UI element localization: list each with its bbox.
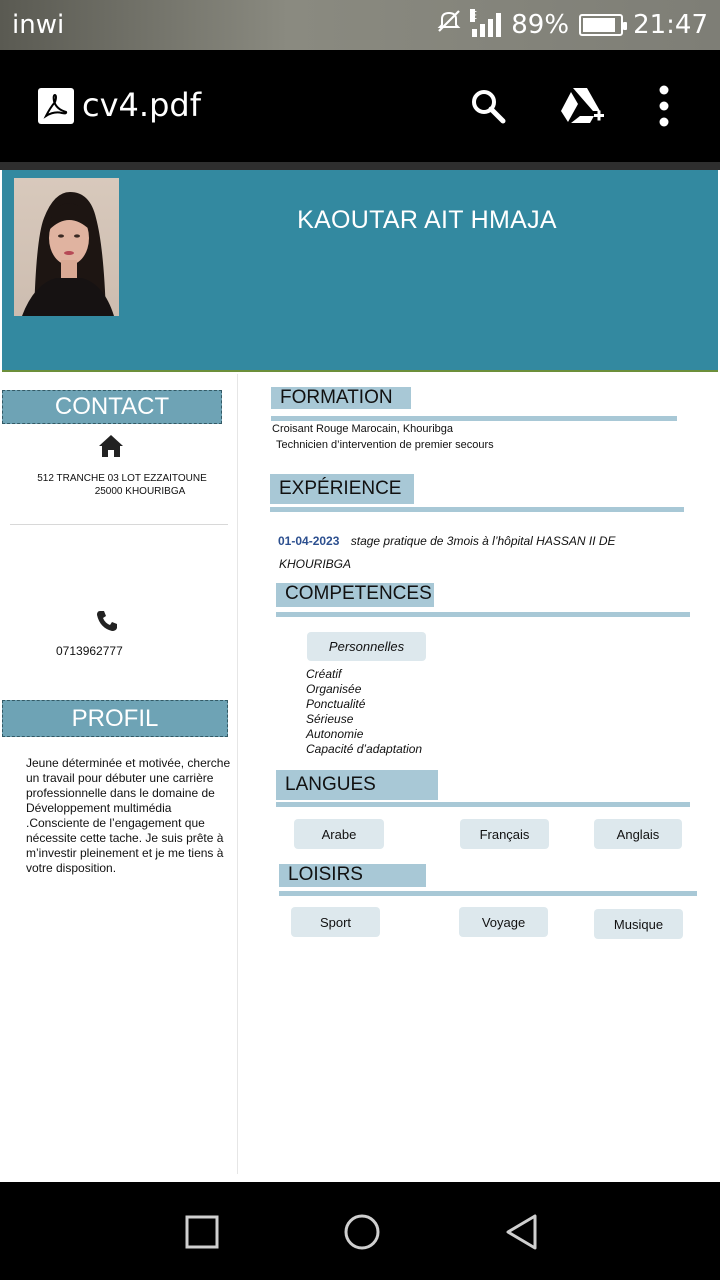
skill-item: Créatif <box>306 667 342 681</box>
phone-icon <box>96 610 118 637</box>
network-type: E <box>470 8 478 22</box>
experience-date: 01-04-2023 <box>278 534 340 548</box>
contact-heading: CONTACT <box>2 390 222 424</box>
address <box>22 472 222 498</box>
competences-category: Personnelles <box>307 632 426 661</box>
skill-item: Capacité d’adaptation <box>306 742 423 756</box>
langues-rule <box>276 802 690 807</box>
langue-pill: Arabe <box>294 819 384 849</box>
address-line-2: 25000 KHOURIBGA <box>94 486 186 497</box>
experience-rule <box>270 507 684 512</box>
left-column <box>2 374 238 1174</box>
document-title: cv4.pdf <box>82 86 201 124</box>
person-name: KAOUTAR AIT HMAJA <box>297 206 557 234</box>
skill-item: Sérieuse <box>306 712 354 726</box>
langue-pill: Anglais <box>594 819 682 849</box>
status-icons <box>436 8 708 41</box>
address-line-1: 512 TRANCHE 03 LOT EZZAITOUNE <box>37 473 207 484</box>
formation-line-1: Croisant Rouge Marocain, Khouribga <box>272 423 453 435</box>
competences-rule <box>276 612 690 617</box>
skills-list <box>306 667 422 757</box>
loisir-pill: Sport <box>291 907 380 937</box>
app-toolbar <box>0 50 720 162</box>
divider <box>10 524 228 525</box>
formation-heading: FORMATION <box>271 387 411 409</box>
loisirs-heading: LOISIRS <box>279 864 426 887</box>
langues-heading: LANGUES <box>276 770 438 800</box>
loisir-pill: Voyage <box>459 907 548 937</box>
viewer-background <box>0 162 720 170</box>
system-nav-bar <box>0 1182 720 1280</box>
experience-heading: EXPÉRIENCE <box>270 474 414 504</box>
experience-desc-2: KHOURIBGA <box>279 557 352 571</box>
profile-photo <box>14 178 119 316</box>
signal-icon <box>470 8 501 37</box>
loisirs-rule <box>279 891 697 896</box>
home-icon[interactable] <box>342 1212 382 1252</box>
more-vert-icon[interactable] <box>640 82 688 130</box>
loisir-pill: Musique <box>594 909 683 939</box>
phone-number: 0713962777 <box>56 644 123 658</box>
battery-icon <box>579 14 623 36</box>
experience-desc: stage pratique de 3mois à l’hôpital HASSAN II DE <box>350 534 616 548</box>
profil-text: Jeune déterminée et motivée, cherche un travail pour débuter une carrière professionnelle dans le domaine de Développement multimédia .Consciente de l’engagement que nécessite cette tache. Je suis prête à m’investir pleinement et je me tiens à votre disposition. <box>26 756 231 875</box>
pdf-icon <box>38 88 74 124</box>
back-icon[interactable] <box>502 1212 542 1252</box>
recent-apps-icon[interactable] <box>182 1212 222 1252</box>
status-bar <box>0 0 720 50</box>
formation-rule <box>271 416 677 421</box>
carrier-label: inwi <box>12 10 65 40</box>
drive-add-icon[interactable] <box>558 82 606 130</box>
profil-heading: PROFIL <box>2 700 228 737</box>
cv-header <box>2 170 718 372</box>
langue-pill: Français <box>460 819 549 849</box>
battery-percent: 89% <box>511 9 570 40</box>
pdf-page[interactable] <box>0 170 720 1182</box>
skill-item: Organisée <box>306 682 362 696</box>
formation-line-2: Technicien d’intervention de premier secours <box>276 439 494 451</box>
competences-heading: COMPETENCES <box>276 583 434 607</box>
clock: 21:47 <box>633 9 708 40</box>
search-icon[interactable] <box>464 82 512 130</box>
home-icon <box>98 434 124 463</box>
mute-icon <box>436 8 462 41</box>
experience-entry <box>278 534 616 548</box>
skill-item: Autonomie <box>306 727 364 741</box>
skill-item: Ponctualité <box>306 697 366 711</box>
